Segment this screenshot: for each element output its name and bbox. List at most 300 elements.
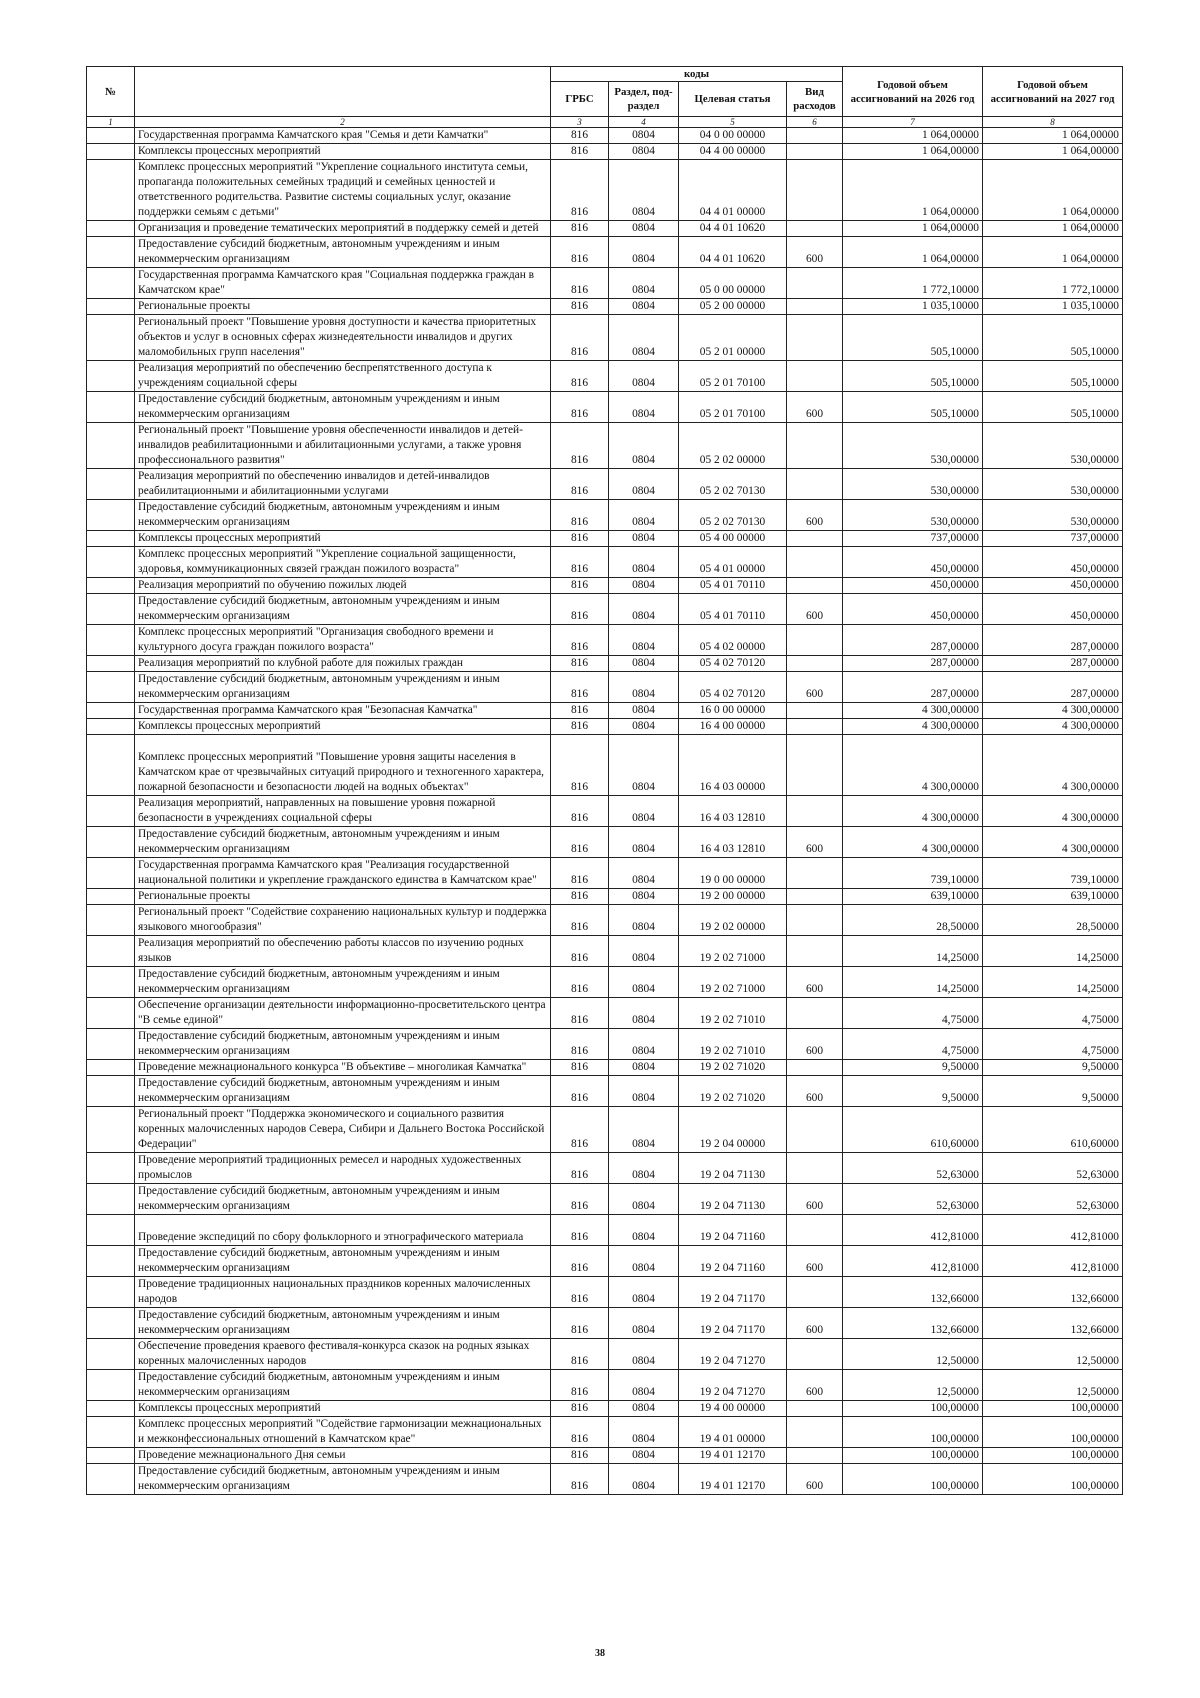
cell-grbs: 816 <box>551 889 609 905</box>
cell-num <box>87 1464 135 1495</box>
table-row <box>87 315 1123 361</box>
cell-volume-2027: 12,50000 <box>983 1370 1123 1401</box>
cell-vid <box>787 578 843 594</box>
cell-vid: 600 <box>787 1370 843 1401</box>
cell-target: 16 0 00 00000 <box>679 703 787 719</box>
cell-name <box>135 144 551 160</box>
row-name-text: Организация и проведение тематических мероприятий в поддержку семей и детей <box>138 222 539 234</box>
cell-vid <box>787 221 843 237</box>
cell-num <box>87 268 135 299</box>
cell-volume-2027: 1 035,10000 <box>983 299 1123 315</box>
cell-volume-2027: 450,00000 <box>983 547 1123 578</box>
cell-volume-2026: 12,50000 <box>843 1339 983 1370</box>
cell-razdel: 0804 <box>609 299 679 315</box>
cell-volume-2027: 287,00000 <box>983 672 1123 703</box>
cell-razdel: 0804 <box>609 936 679 967</box>
cell-razdel: 0804 <box>609 1215 679 1246</box>
cell-razdel: 0804 <box>609 423 679 469</box>
cell-target: 19 2 02 71000 <box>679 967 787 998</box>
cell-name <box>135 1308 551 1339</box>
header-name <box>135 67 551 117</box>
row-name-text: Предоставление субсидий бюджетным, автономным учреждениям и иным некоммерческим организациям <box>138 828 500 855</box>
cell-target: 04 4 01 10620 <box>679 221 787 237</box>
cell-num <box>87 1153 135 1184</box>
cell-num <box>87 1107 135 1153</box>
cell-volume-2026: 100,00000 <box>843 1464 983 1495</box>
cell-name <box>135 1029 551 1060</box>
column-number: 1 <box>87 117 135 128</box>
cell-volume-2026: 132,66000 <box>843 1277 983 1308</box>
cell-razdel: 0804 <box>609 268 679 299</box>
cell-volume-2027: 9,50000 <box>983 1060 1123 1076</box>
cell-num <box>87 656 135 672</box>
header-codes: коды <box>551 67 843 82</box>
cell-target: 16 4 03 12810 <box>679 827 787 858</box>
row-name-text: Предоставление субсидий бюджетным, автономным учреждениям и иным некоммерческим организациям <box>138 501 500 528</box>
cell-razdel: 0804 <box>609 827 679 858</box>
row-name-text: Комплекс процессных мероприятий "Содействие гармонизации межнациональных и межконфессиональных отношений в Камчатском крае" <box>138 1418 542 1445</box>
cell-target: 05 0 00 00000 <box>679 268 787 299</box>
table-row <box>87 1076 1123 1107</box>
cell-num <box>87 128 135 144</box>
cell-name <box>135 423 551 469</box>
cell-volume-2027: 52,63000 <box>983 1184 1123 1215</box>
row-name-text: Региональные проекты <box>138 300 251 312</box>
table-row <box>87 796 1123 827</box>
header-vol-2026: Годовой объем ассигнований на 2026 год <box>843 67 983 117</box>
cell-name <box>135 905 551 936</box>
cell-name <box>135 889 551 905</box>
table-row <box>87 625 1123 656</box>
cell-volume-2027: 100,00000 <box>983 1464 1123 1495</box>
cell-volume-2026: 4 300,00000 <box>843 703 983 719</box>
cell-num <box>87 1076 135 1107</box>
cell-name <box>135 1153 551 1184</box>
cell-target: 05 2 01 70100 <box>679 361 787 392</box>
row-name-text: Комплекс процессных мероприятий "Организация свободного времени и культурного досуга граждан пожилого возраста" <box>138 626 494 653</box>
cell-razdel: 0804 <box>609 1184 679 1215</box>
cell-volume-2027: 4,75000 <box>983 998 1123 1029</box>
cell-vid <box>787 735 843 796</box>
table-row <box>87 1308 1123 1339</box>
cell-grbs: 816 <box>551 1339 609 1370</box>
column-number: 5 <box>679 117 787 128</box>
cell-grbs: 816 <box>551 998 609 1029</box>
cell-volume-2026: 4 300,00000 <box>843 735 983 796</box>
cell-vid <box>787 703 843 719</box>
row-name-text: Комплексы процессных мероприятий <box>138 532 321 544</box>
cell-razdel: 0804 <box>609 221 679 237</box>
cell-target: 19 2 04 71160 <box>679 1246 787 1277</box>
cell-name <box>135 361 551 392</box>
cell-volume-2027: 28,50000 <box>983 905 1123 936</box>
table-body <box>87 128 1123 1495</box>
cell-target: 19 2 04 71170 <box>679 1308 787 1339</box>
cell-num <box>87 858 135 889</box>
cell-volume-2026: 505,10000 <box>843 315 983 361</box>
cell-grbs: 816 <box>551 1107 609 1153</box>
cell-razdel: 0804 <box>609 594 679 625</box>
cell-name <box>135 299 551 315</box>
cell-vid <box>787 1448 843 1464</box>
cell-volume-2026: 4 300,00000 <box>843 796 983 827</box>
cell-grbs: 816 <box>551 967 609 998</box>
cell-name <box>135 1448 551 1464</box>
cell-grbs: 816 <box>551 735 609 796</box>
cell-volume-2027: 739,10000 <box>983 858 1123 889</box>
cell-target: 19 2 02 71020 <box>679 1076 787 1107</box>
cell-name <box>135 547 551 578</box>
row-name-text: Предоставление субсидий бюджетным, автономным учреждениям и иным некоммерческим организациям <box>138 1309 500 1336</box>
table-row <box>87 144 1123 160</box>
cell-razdel: 0804 <box>609 1339 679 1370</box>
row-name-text: Государственная программа Камчатского края "Реализация государственной национальной политики и укрепление гражданского единства в Камчатском крае" <box>138 859 537 886</box>
cell-volume-2027: 737,00000 <box>983 531 1123 547</box>
table-row <box>87 1184 1123 1215</box>
cell-target: 19 2 02 71000 <box>679 936 787 967</box>
cell-grbs: 816 <box>551 594 609 625</box>
cell-target: 05 4 02 00000 <box>679 625 787 656</box>
cell-target: 05 2 02 70130 <box>679 500 787 531</box>
column-number: 2 <box>135 117 551 128</box>
row-name-text: Региональный проект "Поддержка экономического и социального развития коренных малочисленных народов Севера, Сибири и Дальнего Востока Российской Федерации" <box>138 1108 545 1150</box>
cell-vid: 600 <box>787 1246 843 1277</box>
cell-name <box>135 594 551 625</box>
cell-vid: 600 <box>787 237 843 268</box>
cell-vid: 600 <box>787 967 843 998</box>
row-name-text: Проведение экспедиций по сбору фольклорного и этнографического материала <box>138 1231 524 1243</box>
cell-target: 05 2 01 70100 <box>679 392 787 423</box>
cell-grbs: 816 <box>551 268 609 299</box>
cell-grbs: 816 <box>551 392 609 423</box>
cell-name <box>135 1370 551 1401</box>
column-number: 3 <box>551 117 609 128</box>
cell-volume-2027: 610,60000 <box>983 1107 1123 1153</box>
cell-volume-2026: 287,00000 <box>843 672 983 703</box>
cell-volume-2027: 505,10000 <box>983 315 1123 361</box>
cell-target: 19 4 00 00000 <box>679 1401 787 1417</box>
cell-num <box>87 578 135 594</box>
cell-razdel: 0804 <box>609 1308 679 1339</box>
cell-name <box>135 858 551 889</box>
cell-name <box>135 1401 551 1417</box>
cell-name <box>135 1339 551 1370</box>
cell-grbs: 816 <box>551 672 609 703</box>
cell-num <box>87 221 135 237</box>
cell-grbs: 816 <box>551 1215 609 1246</box>
table-row <box>87 531 1123 547</box>
cell-razdel: 0804 <box>609 1370 679 1401</box>
cell-volume-2027: 4 300,00000 <box>983 719 1123 735</box>
cell-volume-2026: 530,00000 <box>843 500 983 531</box>
row-name-text: Комплекс процессных мероприятий "Укрепление социальной защищенности, здоровья, коммуникационных связей граждан пожилого возраста" <box>138 548 516 575</box>
cell-grbs: 816 <box>551 315 609 361</box>
cell-vid <box>787 531 843 547</box>
column-number: 6 <box>787 117 843 128</box>
table-row <box>87 1246 1123 1277</box>
cell-num <box>87 905 135 936</box>
cell-name <box>135 998 551 1029</box>
cell-target: 04 4 01 10620 <box>679 237 787 268</box>
header-target: Целевая статья <box>679 82 787 117</box>
row-name-text: Реализация мероприятий по обеспечению инвалидов и детей-инвалидов реабилитационными и абилитационными услугами <box>138 470 490 497</box>
table-row <box>87 237 1123 268</box>
table-row <box>87 703 1123 719</box>
table-row <box>87 547 1123 578</box>
cell-volume-2027: 530,00000 <box>983 469 1123 500</box>
cell-volume-2026: 52,63000 <box>843 1184 983 1215</box>
cell-name <box>135 1277 551 1308</box>
cell-target: 19 2 04 71170 <box>679 1277 787 1308</box>
row-name-text: Комплекс процессных мероприятий "Повышение уровня защиты населения в Камчатском крае от чрезвычайных ситуаций природного и техногенного характера, пожарной безопасности и безопасности людей на водных объектах" <box>138 751 545 793</box>
cell-name <box>135 1076 551 1107</box>
cell-volume-2027: 4 300,00000 <box>983 703 1123 719</box>
cell-volume-2027: 1 064,00000 <box>983 144 1123 160</box>
cell-vid: 600 <box>787 1464 843 1495</box>
cell-volume-2027: 505,10000 <box>983 361 1123 392</box>
row-name-text: Реализация мероприятий по обучению пожилых людей <box>138 579 407 591</box>
cell-target: 16 4 03 12810 <box>679 796 787 827</box>
cell-razdel: 0804 <box>609 128 679 144</box>
table-row <box>87 1029 1123 1060</box>
row-name-text: Предоставление субсидий бюджетным, автономным учреждениям и иным некоммерческим организациям <box>138 1185 500 1212</box>
cell-vid <box>787 299 843 315</box>
cell-razdel: 0804 <box>609 858 679 889</box>
cell-grbs: 816 <box>551 547 609 578</box>
header-razdel: Раздел, под-раздел <box>609 82 679 117</box>
cell-target: 19 2 02 71010 <box>679 1029 787 1060</box>
cell-vid <box>787 1215 843 1246</box>
cell-volume-2026: 505,10000 <box>843 392 983 423</box>
column-number: 7 <box>843 117 983 128</box>
cell-num <box>87 1215 135 1246</box>
cell-target: 05 4 01 70110 <box>679 578 787 594</box>
cell-num <box>87 703 135 719</box>
cell-razdel: 0804 <box>609 1153 679 1184</box>
cell-grbs: 816 <box>551 531 609 547</box>
table-row <box>87 500 1123 531</box>
cell-razdel: 0804 <box>609 531 679 547</box>
cell-volume-2026: 28,50000 <box>843 905 983 936</box>
column-numbers-row <box>87 117 1123 128</box>
cell-volume-2026: 100,00000 <box>843 1448 983 1464</box>
cell-volume-2026: 739,10000 <box>843 858 983 889</box>
cell-razdel: 0804 <box>609 672 679 703</box>
cell-volume-2026: 639,10000 <box>843 889 983 905</box>
cell-num <box>87 735 135 796</box>
cell-name <box>135 221 551 237</box>
cell-grbs: 816 <box>551 144 609 160</box>
cell-num <box>87 1308 135 1339</box>
cell-volume-2027: 4 300,00000 <box>983 796 1123 827</box>
cell-grbs: 816 <box>551 905 609 936</box>
row-name-text: Реализация мероприятий по клубной работе для пожилых граждан <box>138 657 464 669</box>
table-row <box>87 594 1123 625</box>
cell-target: 19 2 04 71270 <box>679 1370 787 1401</box>
cell-vid <box>787 1339 843 1370</box>
cell-name <box>135 936 551 967</box>
cell-volume-2027: 100,00000 <box>983 1401 1123 1417</box>
cell-volume-2026: 14,25000 <box>843 936 983 967</box>
cell-grbs: 816 <box>551 1060 609 1076</box>
cell-volume-2026: 737,00000 <box>843 531 983 547</box>
cell-name <box>135 500 551 531</box>
cell-volume-2026: 287,00000 <box>843 625 983 656</box>
cell-volume-2026: 4,75000 <box>843 1029 983 1060</box>
cell-vid <box>787 469 843 500</box>
header-vid: Вид расходов <box>787 82 843 117</box>
cell-num <box>87 144 135 160</box>
cell-razdel: 0804 <box>609 1464 679 1495</box>
row-name-text: Предоставление субсидий бюджетным, автономным учреждениям и иным некоммерческим организациям <box>138 595 500 622</box>
cell-volume-2027: 4 300,00000 <box>983 827 1123 858</box>
cell-razdel: 0804 <box>609 160 679 221</box>
cell-num <box>87 1029 135 1060</box>
cell-vid: 600 <box>787 1308 843 1339</box>
cell-name <box>135 1464 551 1495</box>
cell-name <box>135 128 551 144</box>
cell-num <box>87 547 135 578</box>
cell-volume-2026: 1 035,10000 <box>843 299 983 315</box>
row-name-text: Реализация мероприятий, направленных на повышение уровня пожарной безопасности в учреждениях социальной сферы <box>138 797 496 824</box>
cell-volume-2027: 4,75000 <box>983 1029 1123 1060</box>
cell-volume-2027: 450,00000 <box>983 594 1123 625</box>
cell-razdel: 0804 <box>609 998 679 1029</box>
cell-grbs: 816 <box>551 500 609 531</box>
cell-volume-2027: 450,00000 <box>983 578 1123 594</box>
table-row <box>87 719 1123 735</box>
cell-num <box>87 423 135 469</box>
cell-num <box>87 1277 135 1308</box>
row-name-text: Предоставление субсидий бюджетным, автономным учреждениям и иным некоммерческим организациям <box>138 1247 500 1274</box>
row-name-text: Предоставление субсидий бюджетным, автономным учреждениям и иным некоммерческим организациям <box>138 673 500 700</box>
cell-razdel: 0804 <box>609 967 679 998</box>
cell-vid <box>787 1417 843 1448</box>
row-name-text: Предоставление субсидий бюджетным, автономным учреждениям и иным некоммерческим организациям <box>138 393 500 420</box>
cell-volume-2027: 4 300,00000 <box>983 735 1123 796</box>
cell-name <box>135 672 551 703</box>
cell-vid <box>787 547 843 578</box>
table-row <box>87 469 1123 500</box>
table-row <box>87 1417 1123 1448</box>
cell-target: 19 4 01 12170 <box>679 1464 787 1495</box>
cell-target: 04 0 00 00000 <box>679 128 787 144</box>
table-row <box>87 998 1123 1029</box>
cell-num <box>87 1246 135 1277</box>
row-name-text: Комплексы процессных мероприятий <box>138 720 321 732</box>
cell-razdel: 0804 <box>609 1246 679 1277</box>
cell-volume-2026: 412,81000 <box>843 1246 983 1277</box>
cell-razdel: 0804 <box>609 1060 679 1076</box>
cell-vid <box>787 423 843 469</box>
row-name-text: Предоставление субсидий бюджетным, автономным учреждениям и иным некоммерческим организациям <box>138 968 500 995</box>
cell-target: 04 4 01 00000 <box>679 160 787 221</box>
cell-num <box>87 531 135 547</box>
cell-volume-2026: 530,00000 <box>843 469 983 500</box>
row-name-text: Обеспечение организации деятельности информационно-просветительского центра "В семье единой" <box>138 999 546 1026</box>
cell-volume-2026: 412,81000 <box>843 1215 983 1246</box>
cell-name <box>135 1246 551 1277</box>
row-name-text: Реализация мероприятий по обеспечению работы классов по изучению родных языков <box>138 937 524 964</box>
table-row <box>87 392 1123 423</box>
cell-num <box>87 160 135 221</box>
cell-num <box>87 392 135 423</box>
cell-target: 05 2 00 00000 <box>679 299 787 315</box>
row-name-text: Предоставление субсидий бюджетным, автономным учреждениям и иным некоммерческим организациям <box>138 1465 500 1492</box>
table-row <box>87 299 1123 315</box>
cell-grbs: 816 <box>551 719 609 735</box>
table-row <box>87 858 1123 889</box>
cell-grbs: 816 <box>551 1464 609 1495</box>
cell-razdel: 0804 <box>609 889 679 905</box>
cell-razdel: 0804 <box>609 656 679 672</box>
cell-target: 19 4 01 00000 <box>679 1417 787 1448</box>
table-row <box>87 361 1123 392</box>
cell-num <box>87 361 135 392</box>
cell-vid <box>787 1153 843 1184</box>
row-name-text: Региональный проект "Содействие сохранению национальных культур и поддержка языкового многообразия" <box>138 906 547 933</box>
cell-volume-2027: 530,00000 <box>983 423 1123 469</box>
cell-volume-2026: 4 300,00000 <box>843 719 983 735</box>
cell-grbs: 816 <box>551 423 609 469</box>
cell-volume-2027: 1 064,00000 <box>983 237 1123 268</box>
cell-volume-2027: 100,00000 <box>983 1448 1123 1464</box>
row-name-text: Региональный проект "Повышение уровня обеспеченности инвалидов и детей-инвалидов реабилитационными и абилитационными услугами, а также уровня профессионального развития" <box>138 424 523 466</box>
cell-grbs: 816 <box>551 858 609 889</box>
cell-razdel: 0804 <box>609 578 679 594</box>
cell-vid <box>787 1277 843 1308</box>
cell-grbs: 816 <box>551 361 609 392</box>
cell-grbs: 816 <box>551 1076 609 1107</box>
cell-grbs: 816 <box>551 796 609 827</box>
header-vol-2027: Годовой объем ассигнований на 2027 год <box>983 67 1123 117</box>
cell-volume-2026: 450,00000 <box>843 547 983 578</box>
cell-num <box>87 315 135 361</box>
header-grbs: ГРБС <box>551 82 609 117</box>
cell-target: 19 2 04 71130 <box>679 1184 787 1215</box>
cell-vid: 600 <box>787 392 843 423</box>
row-name-text: Комплекс процессных мероприятий "Укрепление социального института семьи, пропаганда положительных семейных традиций и семейных ценностей и ответственного родительства. Развитие системы социальных услуг, оказание поддержки семьям с детьми" <box>138 161 528 218</box>
table-row <box>87 423 1123 469</box>
cell-volume-2027: 639,10000 <box>983 889 1123 905</box>
cell-razdel: 0804 <box>609 905 679 936</box>
budget-table-sheet <box>86 66 1122 1495</box>
cell-name <box>135 1107 551 1153</box>
cell-volume-2027: 14,25000 <box>983 936 1123 967</box>
cell-razdel: 0804 <box>609 1401 679 1417</box>
cell-grbs: 816 <box>551 237 609 268</box>
cell-num <box>87 1448 135 1464</box>
cell-volume-2027: 1 064,00000 <box>983 128 1123 144</box>
cell-vid <box>787 144 843 160</box>
cell-razdel: 0804 <box>609 547 679 578</box>
cell-grbs: 816 <box>551 1308 609 1339</box>
cell-num <box>87 594 135 625</box>
cell-vid <box>787 625 843 656</box>
cell-volume-2026: 450,00000 <box>843 594 983 625</box>
cell-volume-2026: 9,50000 <box>843 1076 983 1107</box>
cell-vid <box>787 361 843 392</box>
cell-grbs: 816 <box>551 936 609 967</box>
table-row <box>87 268 1123 299</box>
cell-razdel: 0804 <box>609 144 679 160</box>
column-number: 8 <box>983 117 1123 128</box>
cell-target: 19 2 04 71130 <box>679 1153 787 1184</box>
cell-volume-2027: 530,00000 <box>983 500 1123 531</box>
cell-target: 19 2 04 71270 <box>679 1339 787 1370</box>
cell-volume-2026: 100,00000 <box>843 1417 983 1448</box>
cell-name <box>135 625 551 656</box>
